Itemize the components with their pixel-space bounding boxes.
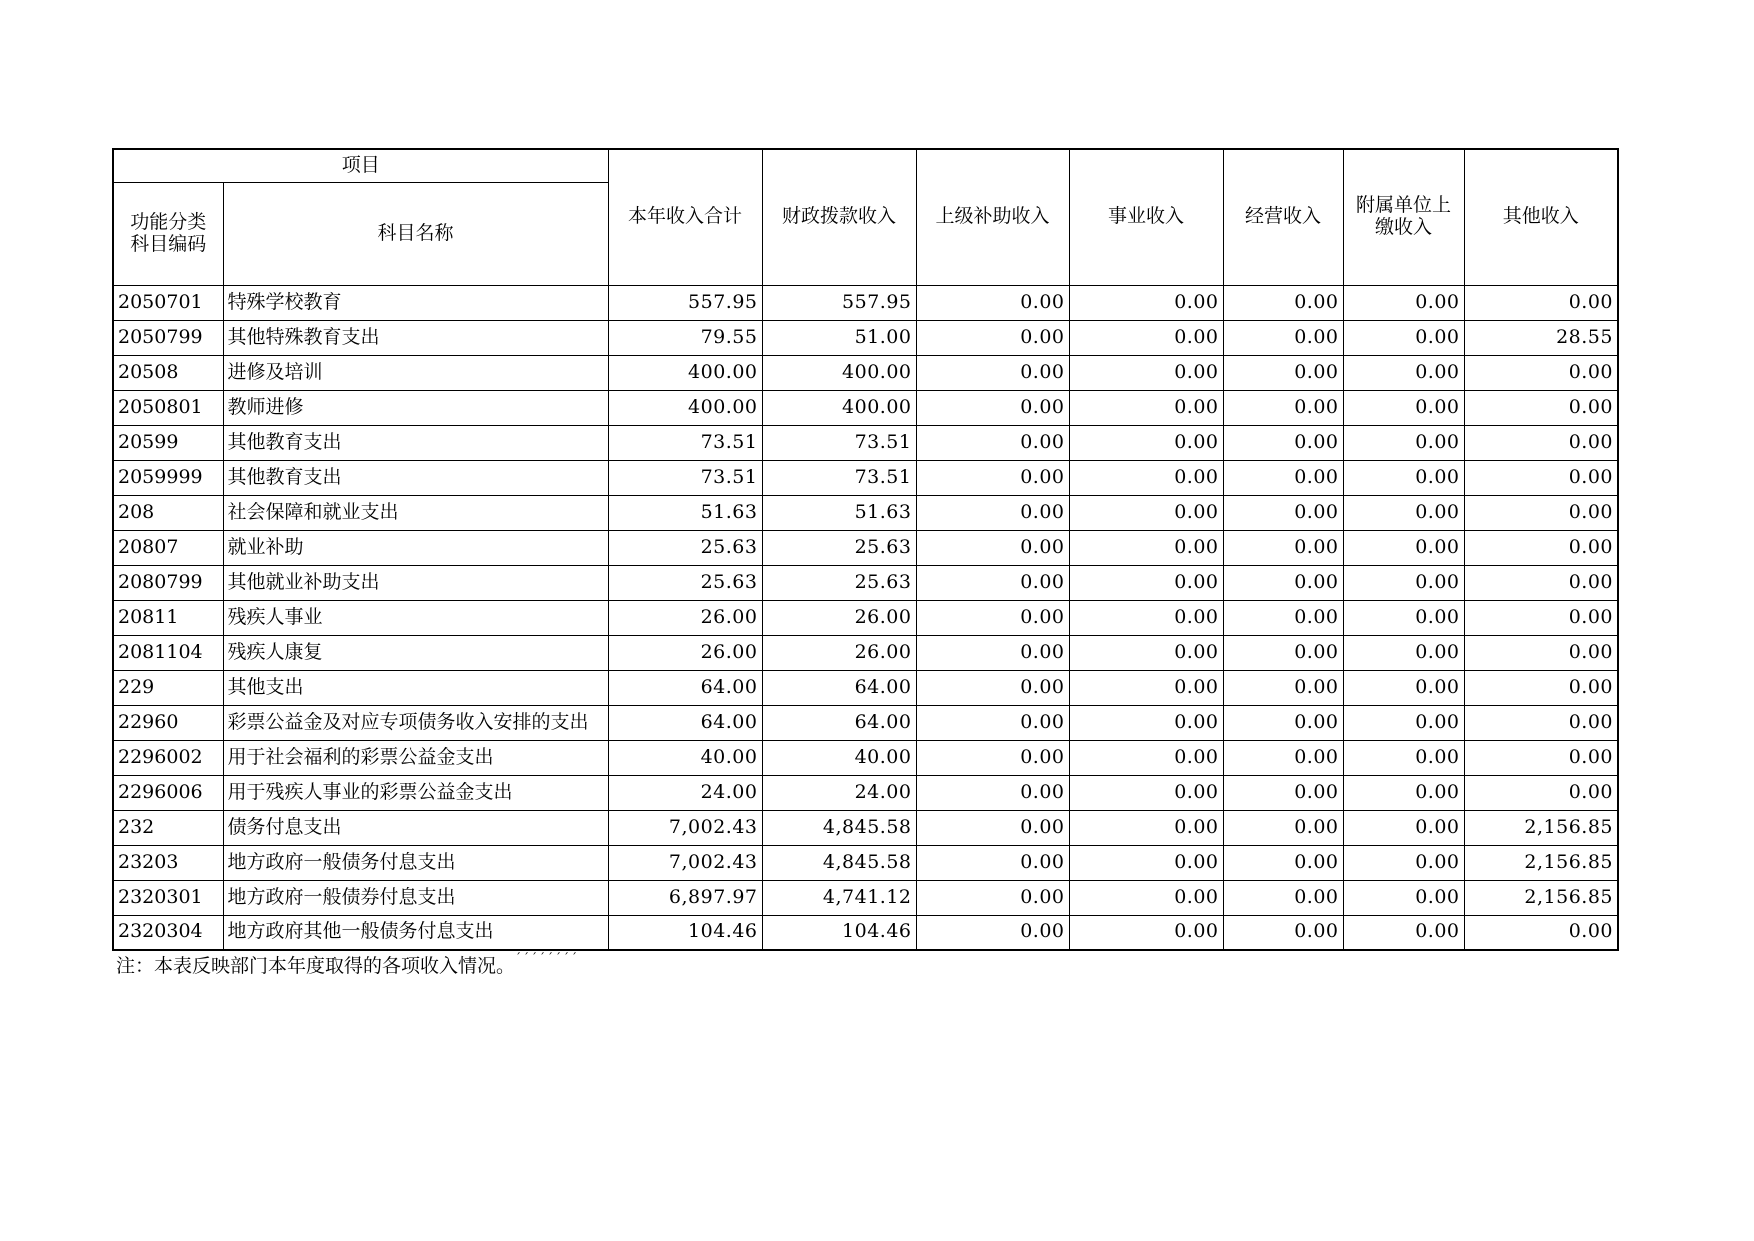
row-code: 2320301 (113, 880, 223, 915)
row-business: 0.00 (1069, 495, 1223, 530)
row-code: 22960 (113, 705, 223, 740)
row-fiscal: 26.00 (762, 635, 916, 670)
row-fiscal: 73.51 (762, 460, 916, 495)
row-superior: 0.00 (916, 845, 1069, 880)
row-code: 232 (113, 810, 223, 845)
row-business: 0.00 (1069, 355, 1223, 390)
row-code: 2320304 (113, 915, 223, 950)
row-other: 2,156.85 (1464, 845, 1618, 880)
row-name: 其他支出 (223, 670, 608, 705)
header-superior: 上级补助收入 (916, 149, 1069, 285)
row-name: 残疾人事业 (223, 600, 608, 635)
row-operating: 0.00 (1223, 810, 1343, 845)
row-name: 其他就业补助支出 (223, 565, 608, 600)
row-name: 地方政府一般债券付息支出 (223, 880, 608, 915)
row-affiliate: 0.00 (1343, 705, 1464, 740)
row-code: 2296006 (113, 775, 223, 810)
income-table (112, 148, 1619, 951)
row-affiliate: 0.00 (1343, 320, 1464, 355)
row-code: 20599 (113, 425, 223, 460)
row-other: 0.00 (1464, 530, 1618, 565)
row-name: 用于社会福利的彩票公益金支出 (223, 740, 608, 775)
row-name: 社会保障和就业支出 (223, 495, 608, 530)
row-total: 400.00 (608, 390, 762, 425)
row-affiliate: 0.00 (1343, 635, 1464, 670)
table-row (113, 425, 1618, 460)
row-other: 2,156.85 (1464, 810, 1618, 845)
row-business: 0.00 (1069, 320, 1223, 355)
row-operating: 0.00 (1223, 705, 1343, 740)
table-row (113, 320, 1618, 355)
row-fiscal: 400.00 (762, 390, 916, 425)
row-code: 2059999 (113, 460, 223, 495)
row-affiliate: 0.00 (1343, 915, 1464, 950)
row-total: 73.51 (608, 425, 762, 460)
row-superior: 0.00 (916, 915, 1069, 950)
row-affiliate: 0.00 (1343, 880, 1464, 915)
row-fiscal: 51.63 (762, 495, 916, 530)
row-fiscal: 26.00 (762, 600, 916, 635)
row-superior: 0.00 (916, 635, 1069, 670)
row-other: 0.00 (1464, 740, 1618, 775)
row-operating: 0.00 (1223, 775, 1343, 810)
row-total: 26.00 (608, 635, 762, 670)
row-business: 0.00 (1069, 635, 1223, 670)
table-row (113, 845, 1618, 880)
row-other: 0.00 (1464, 390, 1618, 425)
row-superior: 0.00 (916, 880, 1069, 915)
row-operating: 0.00 (1223, 880, 1343, 915)
row-operating: 0.00 (1223, 740, 1343, 775)
row-superior: 0.00 (916, 565, 1069, 600)
table-row (113, 880, 1618, 915)
table-row (113, 355, 1618, 390)
table-row (113, 705, 1618, 740)
header-other: 其他收入 (1464, 149, 1618, 285)
row-affiliate: 0.00 (1343, 775, 1464, 810)
table-row (113, 740, 1618, 775)
row-other: 0.00 (1464, 460, 1618, 495)
row-affiliate: 0.00 (1343, 495, 1464, 530)
row-name: 残疾人康复 (223, 635, 608, 670)
row-operating: 0.00 (1223, 600, 1343, 635)
row-affiliate: 0.00 (1343, 670, 1464, 705)
row-affiliate: 0.00 (1343, 390, 1464, 425)
row-superior: 0.00 (916, 705, 1069, 740)
header-item: 项目 (113, 149, 608, 182)
row-code: 23203 (113, 845, 223, 880)
row-affiliate: 0.00 (1343, 425, 1464, 460)
table-row (113, 460, 1618, 495)
row-operating: 0.00 (1223, 845, 1343, 880)
row-affiliate: 0.00 (1343, 810, 1464, 845)
row-superior: 0.00 (916, 460, 1069, 495)
row-fiscal: 25.63 (762, 530, 916, 565)
header-affiliate: 附属单位上缴收入 (1343, 149, 1464, 285)
row-operating: 0.00 (1223, 670, 1343, 705)
row-business: 0.00 (1069, 285, 1223, 320)
row-other: 0.00 (1464, 635, 1618, 670)
row-other: 0.00 (1464, 705, 1618, 740)
row-business: 0.00 (1069, 530, 1223, 565)
row-affiliate: 0.00 (1343, 460, 1464, 495)
row-name: 特殊学校教育 (223, 285, 608, 320)
row-fiscal: 4,741.12 (762, 880, 916, 915)
row-affiliate: 0.00 (1343, 530, 1464, 565)
row-business: 0.00 (1069, 740, 1223, 775)
row-superior: 0.00 (916, 285, 1069, 320)
table-row (113, 530, 1618, 565)
row-name: 进修及培训 (223, 355, 608, 390)
row-affiliate: 0.00 (1343, 740, 1464, 775)
row-total: 79.55 (608, 320, 762, 355)
row-fiscal: 24.00 (762, 775, 916, 810)
row-total: 7,002.43 (608, 810, 762, 845)
row-name: 教师进修 (223, 390, 608, 425)
row-total: 400.00 (608, 355, 762, 390)
row-operating: 0.00 (1223, 320, 1343, 355)
row-total: 104.46 (608, 915, 762, 950)
row-fiscal: 4,845.58 (762, 845, 916, 880)
row-business: 0.00 (1069, 390, 1223, 425)
row-operating: 0.00 (1223, 390, 1343, 425)
row-superior: 0.00 (916, 495, 1069, 530)
table-body (113, 285, 1618, 950)
row-superior: 0.00 (916, 600, 1069, 635)
row-business: 0.00 (1069, 600, 1223, 635)
row-other: 28.55 (1464, 320, 1618, 355)
table-row (113, 810, 1618, 845)
row-superior: 0.00 (916, 530, 1069, 565)
row-total: 64.00 (608, 670, 762, 705)
row-operating: 0.00 (1223, 460, 1343, 495)
note-marks: ´´´´´´´´ (515, 951, 580, 965)
header-operating: 经营收入 (1223, 149, 1343, 285)
row-total: 25.63 (608, 565, 762, 600)
row-business: 0.00 (1069, 775, 1223, 810)
row-business: 0.00 (1069, 880, 1223, 915)
row-code: 2050701 (113, 285, 223, 320)
row-fiscal: 4,845.58 (762, 810, 916, 845)
row-fiscal: 104.46 (762, 915, 916, 950)
row-code: 2050801 (113, 390, 223, 425)
row-other: 0.00 (1464, 915, 1618, 950)
row-operating: 0.00 (1223, 425, 1343, 460)
row-affiliate: 0.00 (1343, 845, 1464, 880)
row-affiliate: 0.00 (1343, 565, 1464, 600)
row-superior: 0.00 (916, 810, 1069, 845)
table-row (113, 670, 1618, 705)
row-business: 0.00 (1069, 845, 1223, 880)
table-note (116, 951, 579, 978)
header-business: 事业收入 (1069, 149, 1223, 285)
row-name: 债务付息支出 (223, 810, 608, 845)
row-fiscal: 64.00 (762, 705, 916, 740)
row-affiliate: 0.00 (1343, 600, 1464, 635)
row-operating: 0.00 (1223, 565, 1343, 600)
row-code: 208 (113, 495, 223, 530)
row-other: 0.00 (1464, 495, 1618, 530)
row-superior: 0.00 (916, 320, 1069, 355)
row-superior: 0.00 (916, 670, 1069, 705)
row-operating: 0.00 (1223, 530, 1343, 565)
row-business: 0.00 (1069, 565, 1223, 600)
row-total: 64.00 (608, 705, 762, 740)
row-other: 0.00 (1464, 355, 1618, 390)
row-superior: 0.00 (916, 355, 1069, 390)
row-superior: 0.00 (916, 425, 1069, 460)
header-total: 本年收入合计 (608, 149, 762, 285)
row-total: 51.63 (608, 495, 762, 530)
header-code: 功能分类科目编码 (113, 182, 223, 285)
row-other: 0.00 (1464, 425, 1618, 460)
row-fiscal: 400.00 (762, 355, 916, 390)
row-superior: 0.00 (916, 740, 1069, 775)
row-fiscal: 557.95 (762, 285, 916, 320)
note-text: 注：本表反映部门本年度取得的各项收入情况。 (116, 955, 516, 977)
row-business: 0.00 (1069, 915, 1223, 950)
row-total: 25.63 (608, 530, 762, 565)
row-operating: 0.00 (1223, 915, 1343, 950)
row-superior: 0.00 (916, 775, 1069, 810)
row-fiscal: 40.00 (762, 740, 916, 775)
row-total: 24.00 (608, 775, 762, 810)
row-other: 0.00 (1464, 600, 1618, 635)
row-fiscal: 73.51 (762, 425, 916, 460)
row-business: 0.00 (1069, 810, 1223, 845)
row-operating: 0.00 (1223, 285, 1343, 320)
table-row (113, 495, 1618, 530)
row-other: 0.00 (1464, 285, 1618, 320)
row-name: 用于残疾人事业的彩票公益金支出 (223, 775, 608, 810)
row-other: 2,156.85 (1464, 880, 1618, 915)
header-name: 科目名称 (223, 182, 608, 285)
row-business: 0.00 (1069, 460, 1223, 495)
row-name: 就业补助 (223, 530, 608, 565)
row-superior: 0.00 (916, 390, 1069, 425)
table-row (113, 390, 1618, 425)
row-other: 0.00 (1464, 775, 1618, 810)
row-code: 2296002 (113, 740, 223, 775)
row-name: 其他教育支出 (223, 460, 608, 495)
table-row (113, 915, 1618, 950)
row-name: 其他教育支出 (223, 425, 608, 460)
row-business: 0.00 (1069, 425, 1223, 460)
row-name: 地方政府一般债务付息支出 (223, 845, 608, 880)
row-name: 其他特殊教育支出 (223, 320, 608, 355)
row-total: 557.95 (608, 285, 762, 320)
row-code: 20508 (113, 355, 223, 390)
row-operating: 0.00 (1223, 635, 1343, 670)
row-code: 20811 (113, 600, 223, 635)
row-fiscal: 25.63 (762, 565, 916, 600)
row-business: 0.00 (1069, 670, 1223, 705)
table-row (113, 565, 1618, 600)
row-operating: 0.00 (1223, 495, 1343, 530)
row-other: 0.00 (1464, 565, 1618, 600)
row-fiscal: 51.00 (762, 320, 916, 355)
table-row (113, 775, 1618, 810)
row-total: 6,897.97 (608, 880, 762, 915)
table-row (113, 600, 1618, 635)
header-fiscal: 财政拨款收入 (762, 149, 916, 285)
row-code: 229 (113, 670, 223, 705)
row-total: 40.00 (608, 740, 762, 775)
row-affiliate: 0.00 (1343, 355, 1464, 390)
row-code: 20807 (113, 530, 223, 565)
row-fiscal: 64.00 (762, 670, 916, 705)
row-code: 2080799 (113, 565, 223, 600)
table-row (113, 635, 1618, 670)
row-name: 地方政府其他一般债务付息支出 (223, 915, 608, 950)
row-code: 2050799 (113, 320, 223, 355)
row-total: 26.00 (608, 600, 762, 635)
table-row (113, 285, 1618, 320)
row-other: 0.00 (1464, 670, 1618, 705)
row-operating: 0.00 (1223, 355, 1343, 390)
row-name: 彩票公益金及对应专项债务收入安排的支出 (223, 705, 608, 740)
row-total: 73.51 (608, 460, 762, 495)
row-code: 2081104 (113, 635, 223, 670)
row-affiliate: 0.00 (1343, 285, 1464, 320)
row-total: 7,002.43 (608, 845, 762, 880)
row-business: 0.00 (1069, 705, 1223, 740)
